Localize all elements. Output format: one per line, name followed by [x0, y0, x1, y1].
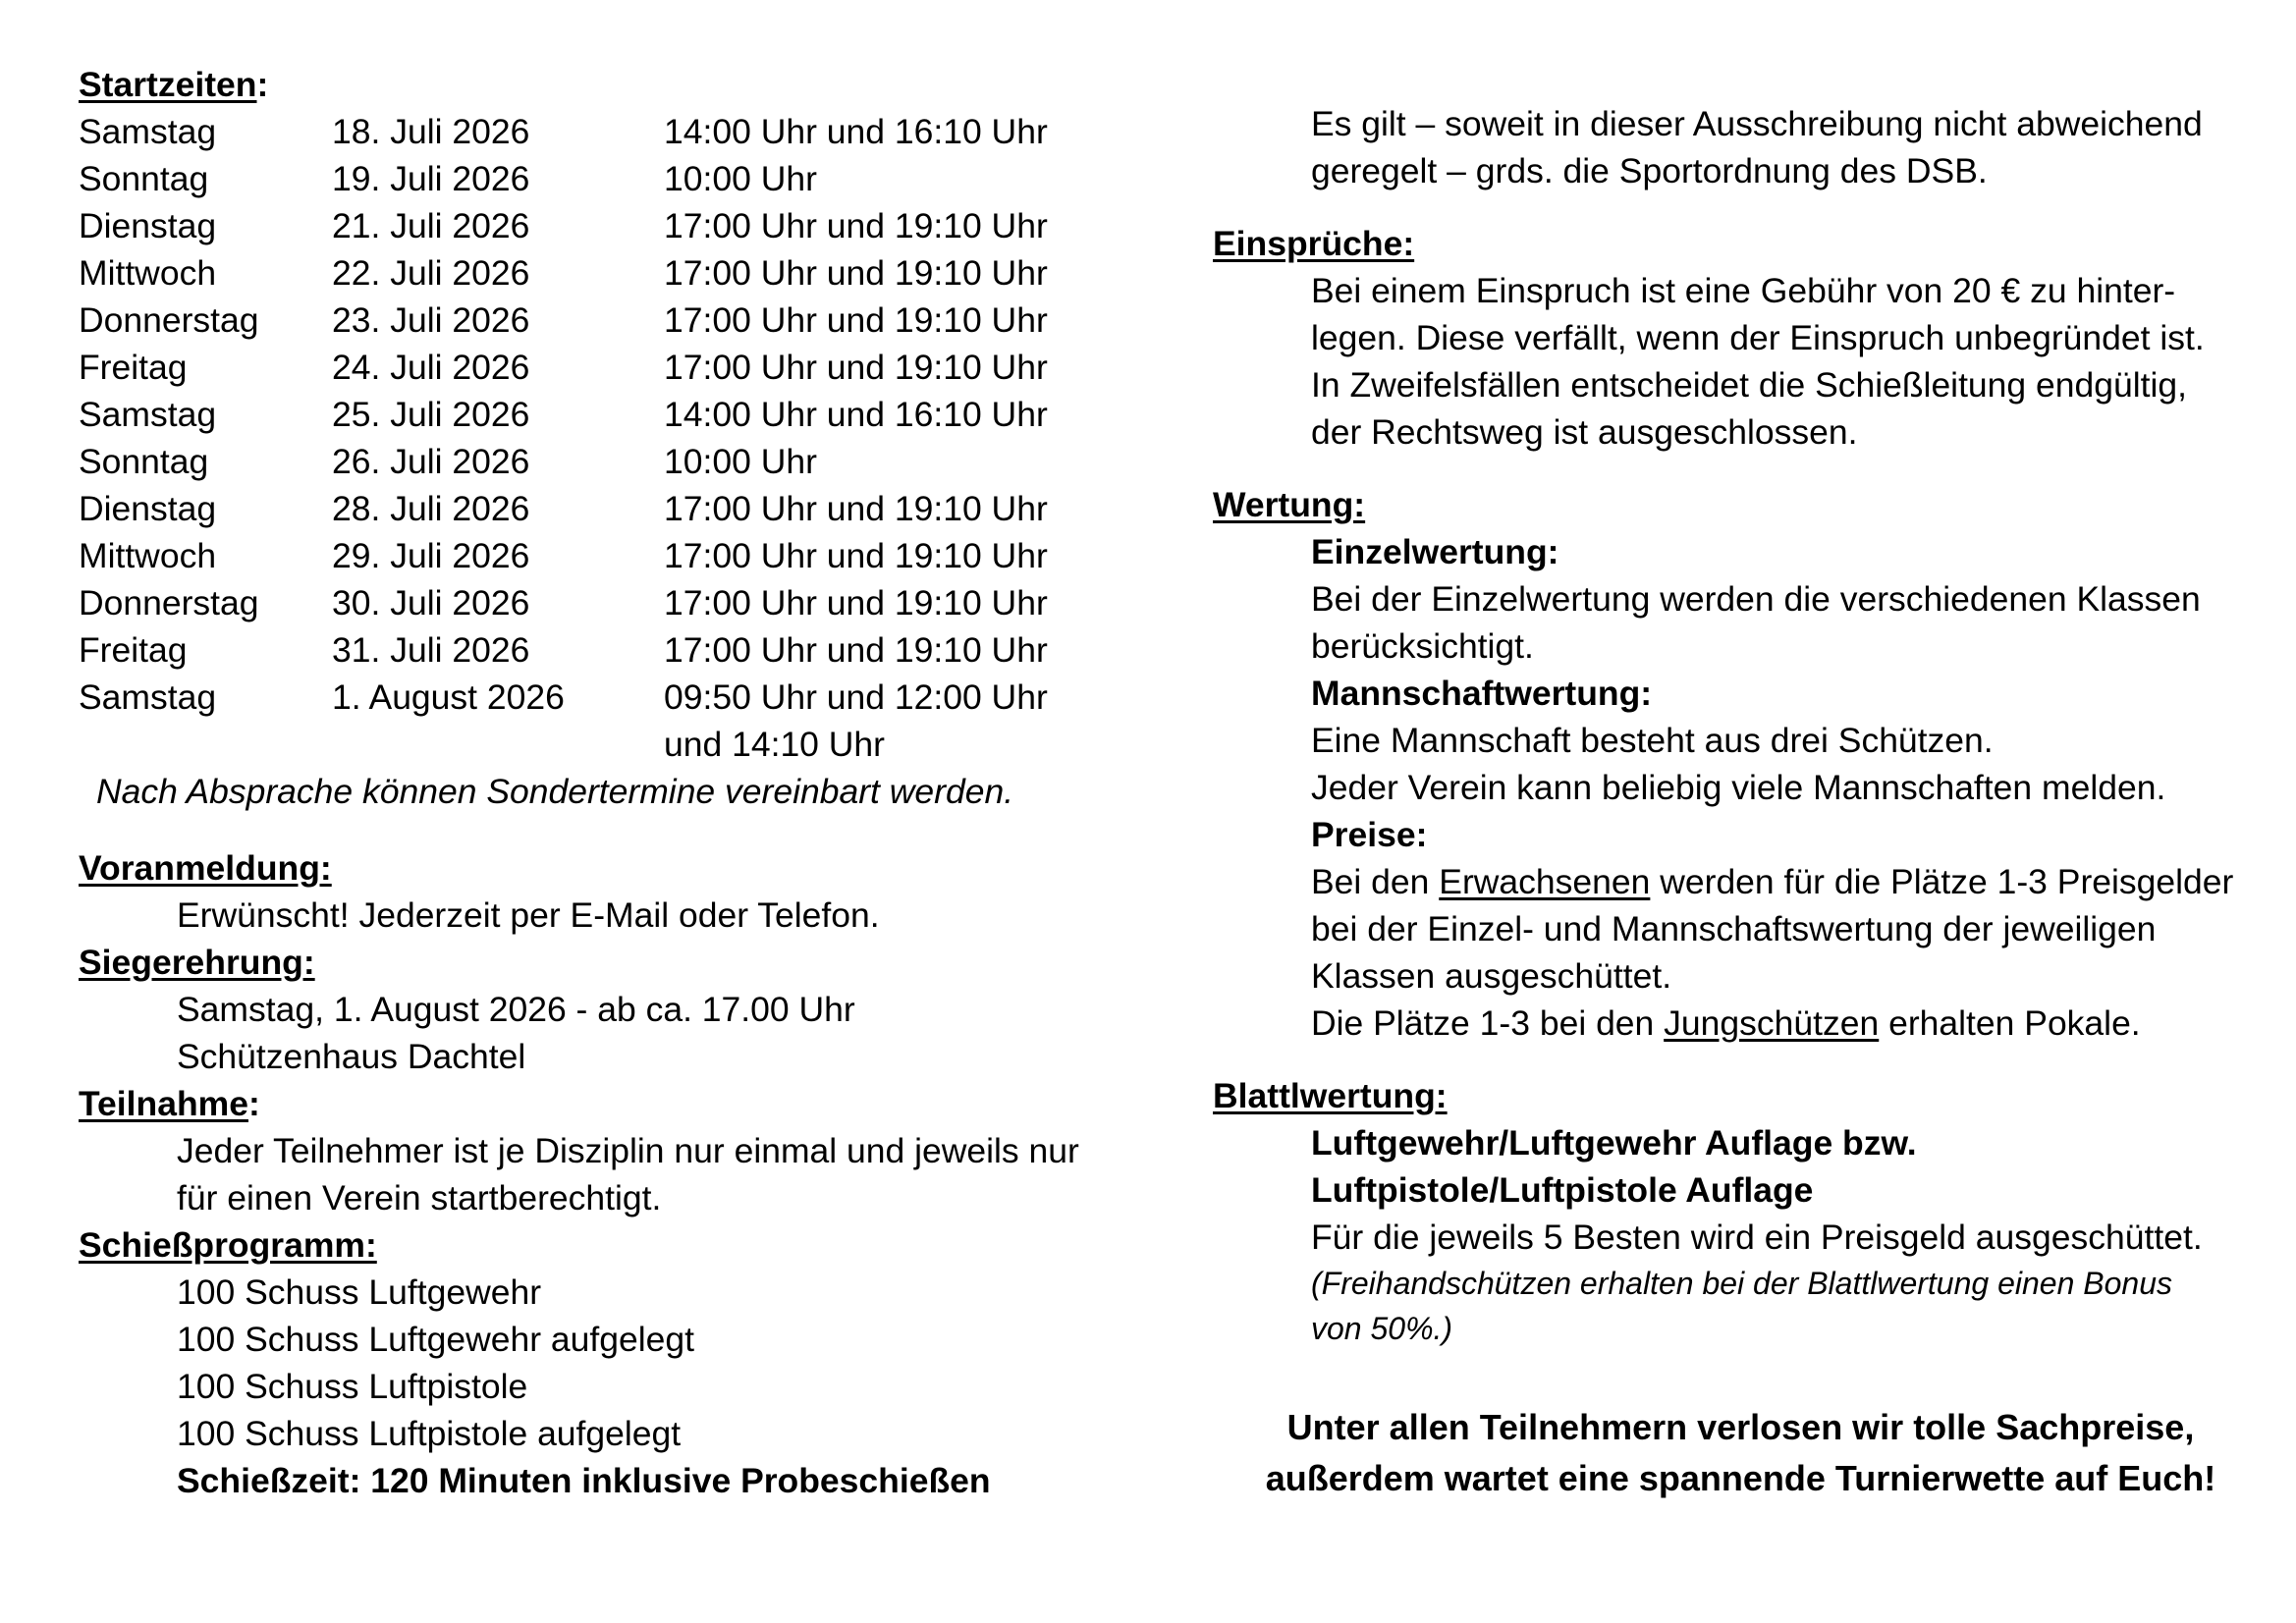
- einzelwertung-line: berücksichtigt.: [1311, 626, 1534, 666]
- schedule-row: [79, 297, 1169, 344]
- schiesszeit: Schießzeit: 120 Minuten inklusive Probeschießen: [177, 1461, 991, 1500]
- schedule-time: 17:00 Uhr und 19:10 Uhr: [664, 489, 1048, 528]
- sportordnung-line-2: geregelt – grds. die Sportordnung des DSB.: [1311, 151, 1988, 190]
- schedule-day: Freitag: [79, 348, 188, 387]
- einzelwertung-line: Bei der Einzelwertung werden die verschiedenen Klassen: [1311, 579, 2201, 619]
- schedule-day: Donnerstag: [79, 583, 259, 622]
- einsprueche-line: Bei einem Einspruch ist eine Gebühr von 20 € zu hinter-: [1311, 271, 2176, 310]
- einsprueche-line: legen. Diese verfällt, wenn der Einspruch unbegründet ist.: [1311, 318, 2205, 357]
- left-column: [79, 61, 1169, 1504]
- einsprueche-line: In Zweifelsfällen entscheidet die Schießleitung endgültig,: [1311, 365, 2187, 405]
- einsprueche-line: der Rechtsweg ist ausgeschlossen.: [1311, 412, 1858, 452]
- schedule-row: [79, 155, 1169, 202]
- schedule-time: 17:00 Uhr und 19:10 Uhr: [664, 583, 1048, 622]
- schiessprogramm-item: 100 Schuss Luftgewehr aufgelegt: [177, 1320, 694, 1359]
- blattlwertung-heading: Blattlwertung:: [1213, 1076, 1448, 1115]
- preise-line-3: Klassen ausgeschüttet.: [1311, 956, 1672, 996]
- mannschaftwertung-heading: Mannschaftwertung:: [1311, 674, 1653, 713]
- schedule-row: [79, 438, 1169, 485]
- schedule-date: 18. Juli 2026: [332, 112, 530, 151]
- mannschaftwertung-line: Eine Mannschaft besteht aus drei Schützen.: [1311, 721, 1994, 760]
- closing-line-2: außerdem wartet eine spannende Turnierwette auf Euch!: [1265, 1458, 2216, 1498]
- einsprueche-heading: Einsprüche:: [1213, 224, 1415, 263]
- sportordnung-line-1: Es gilt – soweit in dieser Ausschreibung nicht abweichend: [1311, 104, 2203, 143]
- teilnahme-heading: Teilnahme:: [79, 1084, 260, 1123]
- schedule-row: [79, 202, 1169, 249]
- wertung-heading: Wertung:: [1213, 485, 1366, 524]
- schiessprogramm-heading: Schießprogramm:: [79, 1225, 377, 1265]
- schedule-date: 23. Juli 2026: [332, 300, 530, 340]
- schedule-time: 17:00 Uhr und 19:10 Uhr: [664, 206, 1048, 245]
- schedule-day: Samstag: [79, 677, 217, 717]
- schedule-note: Nach Absprache können Sondertermine vereinbart werden.: [96, 772, 1014, 811]
- schedule-row: [79, 626, 1169, 674]
- blattlwertung-note-2: von 50%.): [1311, 1311, 1453, 1346]
- schedule-day: Sonntag: [79, 159, 209, 198]
- schedule-time: 17:00 Uhr und 19:10 Uhr: [664, 300, 1048, 340]
- schedule-date: 26. Juli 2026: [332, 442, 530, 481]
- schedule-date: 22. Juli 2026: [332, 253, 530, 293]
- preise-line-2: bei der Einzel- und Mannschaftswertung der jeweiligen: [1311, 909, 2157, 948]
- schedule-row: [79, 532, 1169, 579]
- schedule-time-continuation: und 14:10 Uhr: [664, 725, 885, 764]
- schedule-row: [79, 391, 1169, 438]
- schedule-time: 14:00 Uhr und 16:10 Uhr: [664, 395, 1048, 434]
- schiessprogramm-item: 100 Schuss Luftgewehr: [177, 1272, 542, 1312]
- blattlwertung-bold-1: Luftgewehr/Luftgewehr Auflage bzw.: [1311, 1123, 1917, 1163]
- schedule-date: 29. Juli 2026: [332, 536, 530, 575]
- schedule-day: Freitag: [79, 630, 188, 670]
- blattlwertung-bold-2: Luftpistole/Luftpistole Auflage: [1311, 1170, 1814, 1210]
- schedule-date: 19. Juli 2026: [332, 159, 530, 198]
- closing-line-1: Unter allen Teilnehmern verlosen wir tolle Sachpreise,: [1286, 1407, 2195, 1447]
- schedule-row: [79, 249, 1169, 297]
- closing-announcement: [1213, 1402, 2254, 1504]
- schedule-date: 30. Juli 2026: [332, 583, 530, 622]
- schedule-time: 17:00 Uhr und 19:10 Uhr: [664, 348, 1048, 387]
- schedule-row: [79, 579, 1169, 626]
- schedule-table: [79, 108, 1169, 721]
- siegerehrung-heading: Siegerehrung:: [79, 943, 315, 982]
- blattlwertung-note-1: (Freihandschützen erhalten bei der Blattlwertung einen Bonus: [1311, 1266, 2172, 1301]
- schedule-date: 1. August 2026: [332, 677, 565, 717]
- schedule-day: Donnerstag: [79, 300, 259, 340]
- schiessprogramm-item: 100 Schuss Luftpistole aufgelegt: [177, 1414, 682, 1453]
- schedule-date: 21. Juli 2026: [332, 206, 530, 245]
- siegerehrung-date: Samstag, 1. August 2026 - ab ca. 17.00 Uhr: [177, 990, 855, 1029]
- teilnahme-line-1: Jeder Teilnehmer ist je Disziplin nur einmal und jeweils nur: [177, 1131, 1079, 1170]
- startzeiten-heading: Startzeiten:: [79, 65, 269, 104]
- schedule-day: Mittwoch: [79, 536, 217, 575]
- schedule-time: 17:00 Uhr und 19:10 Uhr: [664, 253, 1048, 293]
- schedule-day: Samstag: [79, 112, 217, 151]
- schedule-time: 14:00 Uhr und 16:10 Uhr: [664, 112, 1048, 151]
- schedule-day: Mittwoch: [79, 253, 217, 293]
- schedule-day: Sonntag: [79, 442, 209, 481]
- mannschaftwertung-line: Jeder Verein kann beliebig viele Mannschaften melden.: [1311, 768, 2166, 807]
- schedule-day: Samstag: [79, 395, 217, 434]
- schedule-time: 09:50 Uhr und 12:00 Uhr: [664, 677, 1048, 717]
- schedule-date: 25. Juli 2026: [332, 395, 530, 434]
- schedule-date: 28. Juli 2026: [332, 489, 530, 528]
- einzelwertung-heading: Einzelwertung:: [1311, 532, 1559, 571]
- blattlwertung-text: Für die jeweils 5 Besten wird ein Preisgeld ausgeschüttet.: [1311, 1217, 2203, 1257]
- schedule-time: 17:00 Uhr und 19:10 Uhr: [664, 536, 1048, 575]
- schedule-row: [79, 108, 1169, 155]
- preise-heading: Preise:: [1311, 815, 1428, 854]
- preise-line-1: Bei den Erwachsenen werden für die Plätze 1-3 Preisgelder: [1311, 862, 2234, 901]
- schedule-row: [79, 485, 1169, 532]
- schedule-row: [79, 344, 1169, 391]
- voranmeldung-heading: Voranmeldung:: [79, 848, 332, 888]
- schedule-time: 17:00 Uhr und 19:10 Uhr: [664, 630, 1048, 670]
- schiessprogramm-item: 100 Schuss Luftpistole: [177, 1367, 528, 1406]
- schedule-time: 10:00 Uhr: [664, 442, 817, 481]
- schedule-day: Dienstag: [79, 206, 217, 245]
- schedule-row: [79, 674, 1169, 721]
- preise-line-4: Die Plätze 1-3 bei den Jungschützen erhalten Pokale.: [1311, 1003, 2141, 1043]
- siegerehrung-location: Schützenhaus Dachtel: [177, 1037, 526, 1076]
- voranmeldung-text: Erwünscht! Jederzeit per E-Mail oder Telefon.: [177, 895, 880, 935]
- right-column: [1213, 100, 2254, 1504]
- schedule-time: 10:00 Uhr: [664, 159, 817, 198]
- schedule-date: 24. Juli 2026: [332, 348, 530, 387]
- schedule-date: 31. Juli 2026: [332, 630, 530, 670]
- teilnahme-line-2: für einen Verein startberechtigt.: [177, 1178, 662, 1217]
- schedule-day: Dienstag: [79, 489, 217, 528]
